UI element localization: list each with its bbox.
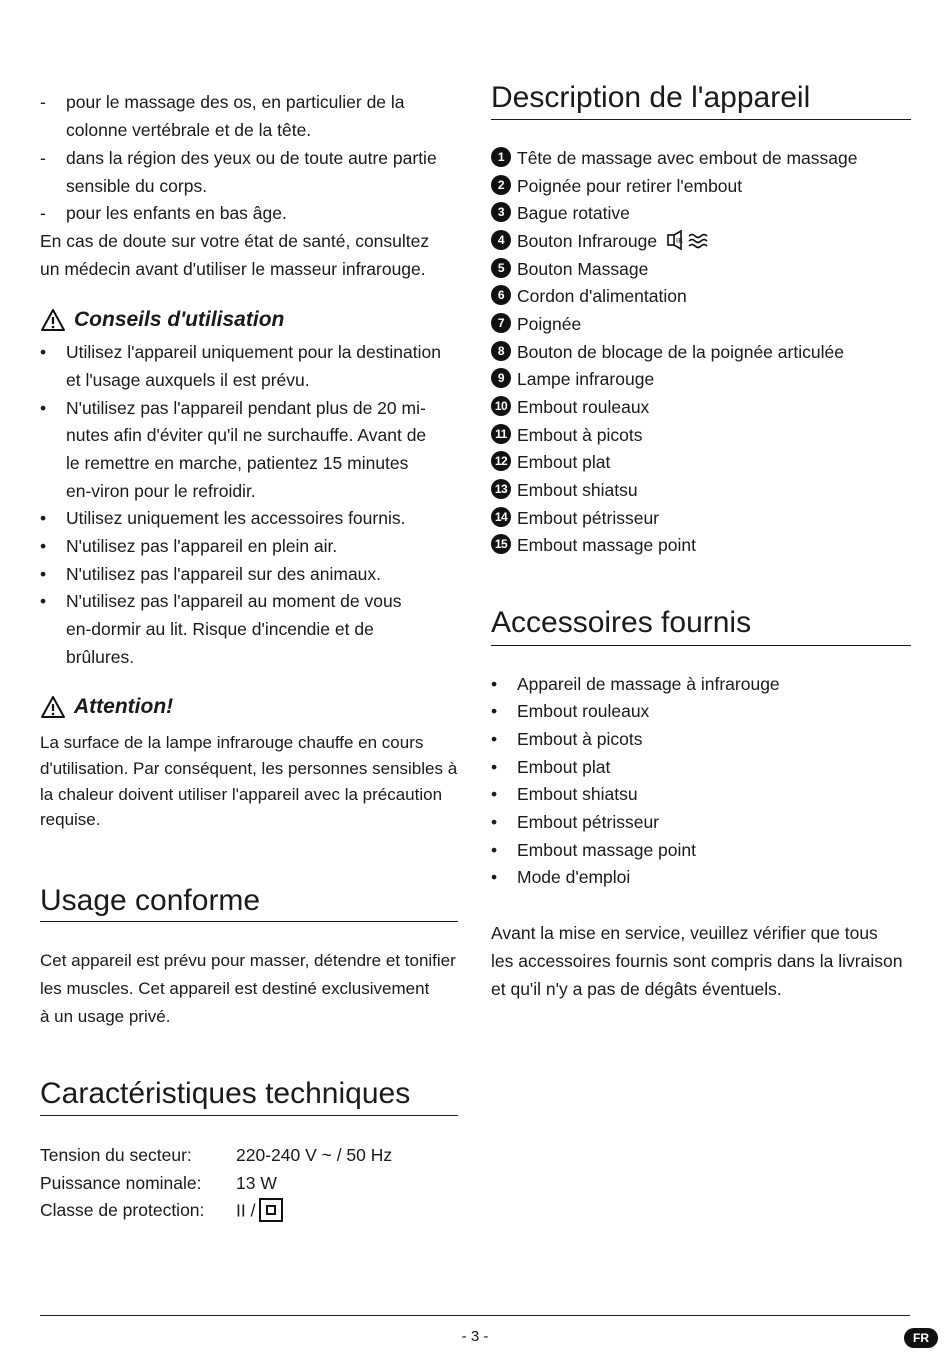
list-item-continuation: colonne vertébrale et de la tête. xyxy=(66,120,312,140)
item-number-badge: 15 xyxy=(491,534,511,554)
item-number-badge: 7 xyxy=(491,313,511,333)
item-number-badge: 1 xyxy=(491,147,511,167)
accessory-item-label: Embout massage point xyxy=(517,840,696,860)
list-item-continuation: et l'usage auxquels il est prévu. xyxy=(66,370,310,390)
accessory-item: • Appareil de massage à infrarouge xyxy=(491,674,780,694)
paragraph-line: les muscles. Cet appareil est destiné exclusivement xyxy=(40,979,430,998)
description-item-label: Embout massage point xyxy=(517,535,696,555)
page-number: - 3 - xyxy=(461,1328,489,1345)
list-item-continuation: nutes afin d'éviter qu'il ne surchauffe. Avant de xyxy=(66,425,427,445)
spec-label: Tension du secteur: xyxy=(40,1145,192,1165)
paragraph-line: d'utilisation. Par conséquent, les personnes sensibles à xyxy=(40,759,458,778)
infrared-heat-icon xyxy=(667,230,711,250)
accessory-item-label: Embout plat xyxy=(517,757,611,777)
description-item-label: Bouton Infrarouge xyxy=(517,231,658,251)
description-item-label: Poignée xyxy=(517,314,582,334)
accessory-item-label: Embout à picots xyxy=(517,729,643,749)
description-item-label: Embout à picots xyxy=(517,425,643,445)
specs-heading: Caractéristiques techniques xyxy=(40,1077,411,1110)
list-item: • N'utilisez pas l'appareil sur des animaux. xyxy=(40,564,382,584)
usage-heading: Usage conforme xyxy=(40,884,261,917)
description-item-label: Embout plat xyxy=(517,452,611,472)
description-item-label: Tête de massage avec embout de massage xyxy=(517,148,858,168)
item-number-badge: 5 xyxy=(491,258,511,278)
description-item xyxy=(491,397,649,418)
warning-triangle-icon xyxy=(40,695,66,719)
description-item xyxy=(491,342,844,363)
footer-rule xyxy=(40,1315,910,1316)
item-number-badge: 12 xyxy=(491,451,511,471)
accessory-item-label: Embout pétrisseur xyxy=(517,812,660,832)
paragraph-line: La surface de la lampe infrarouge chauffe en cours xyxy=(40,733,424,752)
list-item-continuation: le remettre en marche, patientez 15 minutes xyxy=(66,453,409,473)
description-item xyxy=(491,314,581,335)
description-item xyxy=(491,535,696,556)
item-number-badge: 3 xyxy=(491,202,511,222)
accessory-item-label: Mode d'emploi xyxy=(517,867,631,887)
list-item: • Utilisez l'appareil uniquement pour la destination xyxy=(40,342,441,362)
protection-class-ii-icon xyxy=(259,1198,283,1222)
section-rule xyxy=(40,1115,458,1116)
description-item xyxy=(491,203,630,224)
description-item-label: Embout pétrisseur xyxy=(517,508,660,528)
language-badge: FR xyxy=(904,1328,938,1348)
spec-label: Classe de protection: xyxy=(40,1200,205,1220)
spec-label: Puissance nominale: xyxy=(40,1173,202,1193)
accessory-item: • Embout à picots xyxy=(491,729,643,749)
list-item: • N'utilisez pas l'appareil en plein air. xyxy=(40,536,338,556)
accessory-item-label: Appareil de massage à infrarouge xyxy=(517,674,780,694)
item-number-badge: 10 xyxy=(491,396,511,416)
paragraph-line: à un usage privé. xyxy=(40,1007,171,1026)
description-item-label: Embout rouleaux xyxy=(517,397,650,417)
list-item: - pour les enfants en bas âge. xyxy=(40,203,287,223)
list-item: • Utilisez uniquement les accessoires fournis. xyxy=(40,508,406,528)
section-rule xyxy=(491,645,911,646)
description-item-label: Cordon d'alimentation xyxy=(517,286,687,306)
accessory-item: • Embout rouleaux xyxy=(491,701,650,721)
accessory-item: • Embout plat xyxy=(491,757,611,777)
paragraph-line: les accessoires fournis sont compris dans la livraison xyxy=(491,951,903,971)
description-item xyxy=(491,480,638,501)
paragraph-line: un médecin avant d'utiliser le masseur infrarouge. xyxy=(40,259,426,279)
accessory-item-label: Embout rouleaux xyxy=(517,701,650,721)
accessories-heading: Accessoires fournis xyxy=(491,606,752,639)
description-item xyxy=(491,508,659,529)
paragraph-line: la chaleur doivent utiliser l'appareil avec la précaution xyxy=(40,785,443,804)
accessory-item: • Embout shiatsu xyxy=(491,784,638,804)
accessory-item: • Embout pétrisseur xyxy=(491,812,660,832)
item-number-badge: 11 xyxy=(491,424,511,444)
conseils-heading xyxy=(40,308,284,332)
attention-title: Attention! xyxy=(74,695,174,718)
description-item xyxy=(491,452,610,473)
accessory-item: • Mode d'emploi xyxy=(491,867,631,887)
description-item-label: Poignée pour retirer l'embout xyxy=(517,176,743,196)
spec-value: 13 W xyxy=(236,1173,277,1193)
list-item: - dans la région des yeux ou de toute autre partie xyxy=(40,148,437,168)
paragraph-line: En cas de doute sur votre état de santé, consultez xyxy=(40,231,430,251)
description-item-label: Bague rotative xyxy=(517,203,630,223)
list-item-continuation: en-dormir au lit. Risque d'incendie et de xyxy=(66,619,374,639)
description-item xyxy=(491,286,687,307)
item-number-badge: 13 xyxy=(491,479,511,499)
accessory-item: • Embout massage point xyxy=(491,840,696,860)
paragraph-line: Cet appareil est prévu pour masser, détendre et tonifier xyxy=(40,951,456,970)
item-number-badge: 14 xyxy=(491,507,511,527)
warning-triangle-icon xyxy=(40,308,66,332)
list-item: - pour le massage des os, en particulier de la xyxy=(40,92,405,112)
list-item-continuation: en-viron pour le refroidir. xyxy=(66,481,256,501)
item-number-badge: 4 xyxy=(491,230,511,250)
list-item: • N'utilisez pas l'appareil pendant plus de 20 mi- xyxy=(40,398,426,418)
accessory-item-label: Embout shiatsu xyxy=(517,784,638,804)
list-item-continuation: brûlures. xyxy=(66,647,135,667)
paragraph-line: et qu'il n'y a pas de dégâts éventuels. xyxy=(491,979,782,999)
description-item-label: Bouton Massage xyxy=(517,259,649,279)
description-item xyxy=(491,259,648,280)
svg-text:IR: IR xyxy=(676,237,684,246)
list-item: • N'utilisez pas l'appareil au moment de vous xyxy=(40,591,402,611)
description-heading: Description de l'appareil xyxy=(491,81,811,114)
description-item xyxy=(491,148,857,169)
item-number-badge: 6 xyxy=(491,285,511,305)
description-item xyxy=(491,176,742,197)
attention-heading xyxy=(40,695,173,719)
description-item-label: Bouton de blocage de la poignée articulée xyxy=(517,342,844,362)
description-item-label: Lampe infrarouge xyxy=(517,369,655,389)
paragraph-line: requise. xyxy=(40,810,101,829)
conseils-title: Conseils d'utilisation xyxy=(74,308,285,331)
item-number-badge: 9 xyxy=(491,368,511,388)
section-rule xyxy=(491,119,911,120)
description-item xyxy=(491,369,654,390)
paragraph-line: Avant la mise en service, veuillez vérifier que tous xyxy=(491,923,878,943)
description-item xyxy=(491,425,642,446)
description-item-label: Embout shiatsu xyxy=(517,480,638,500)
list-item-continuation: sensible du corps. xyxy=(66,176,208,196)
item-number-badge: 2 xyxy=(491,175,511,195)
item-number-badge: 8 xyxy=(491,341,511,361)
spec-value: 220-240 V ~ / 50 Hz xyxy=(236,1145,393,1165)
description-item xyxy=(491,231,711,252)
spec-value: II / xyxy=(236,1200,283,1224)
section-rule xyxy=(40,921,458,922)
